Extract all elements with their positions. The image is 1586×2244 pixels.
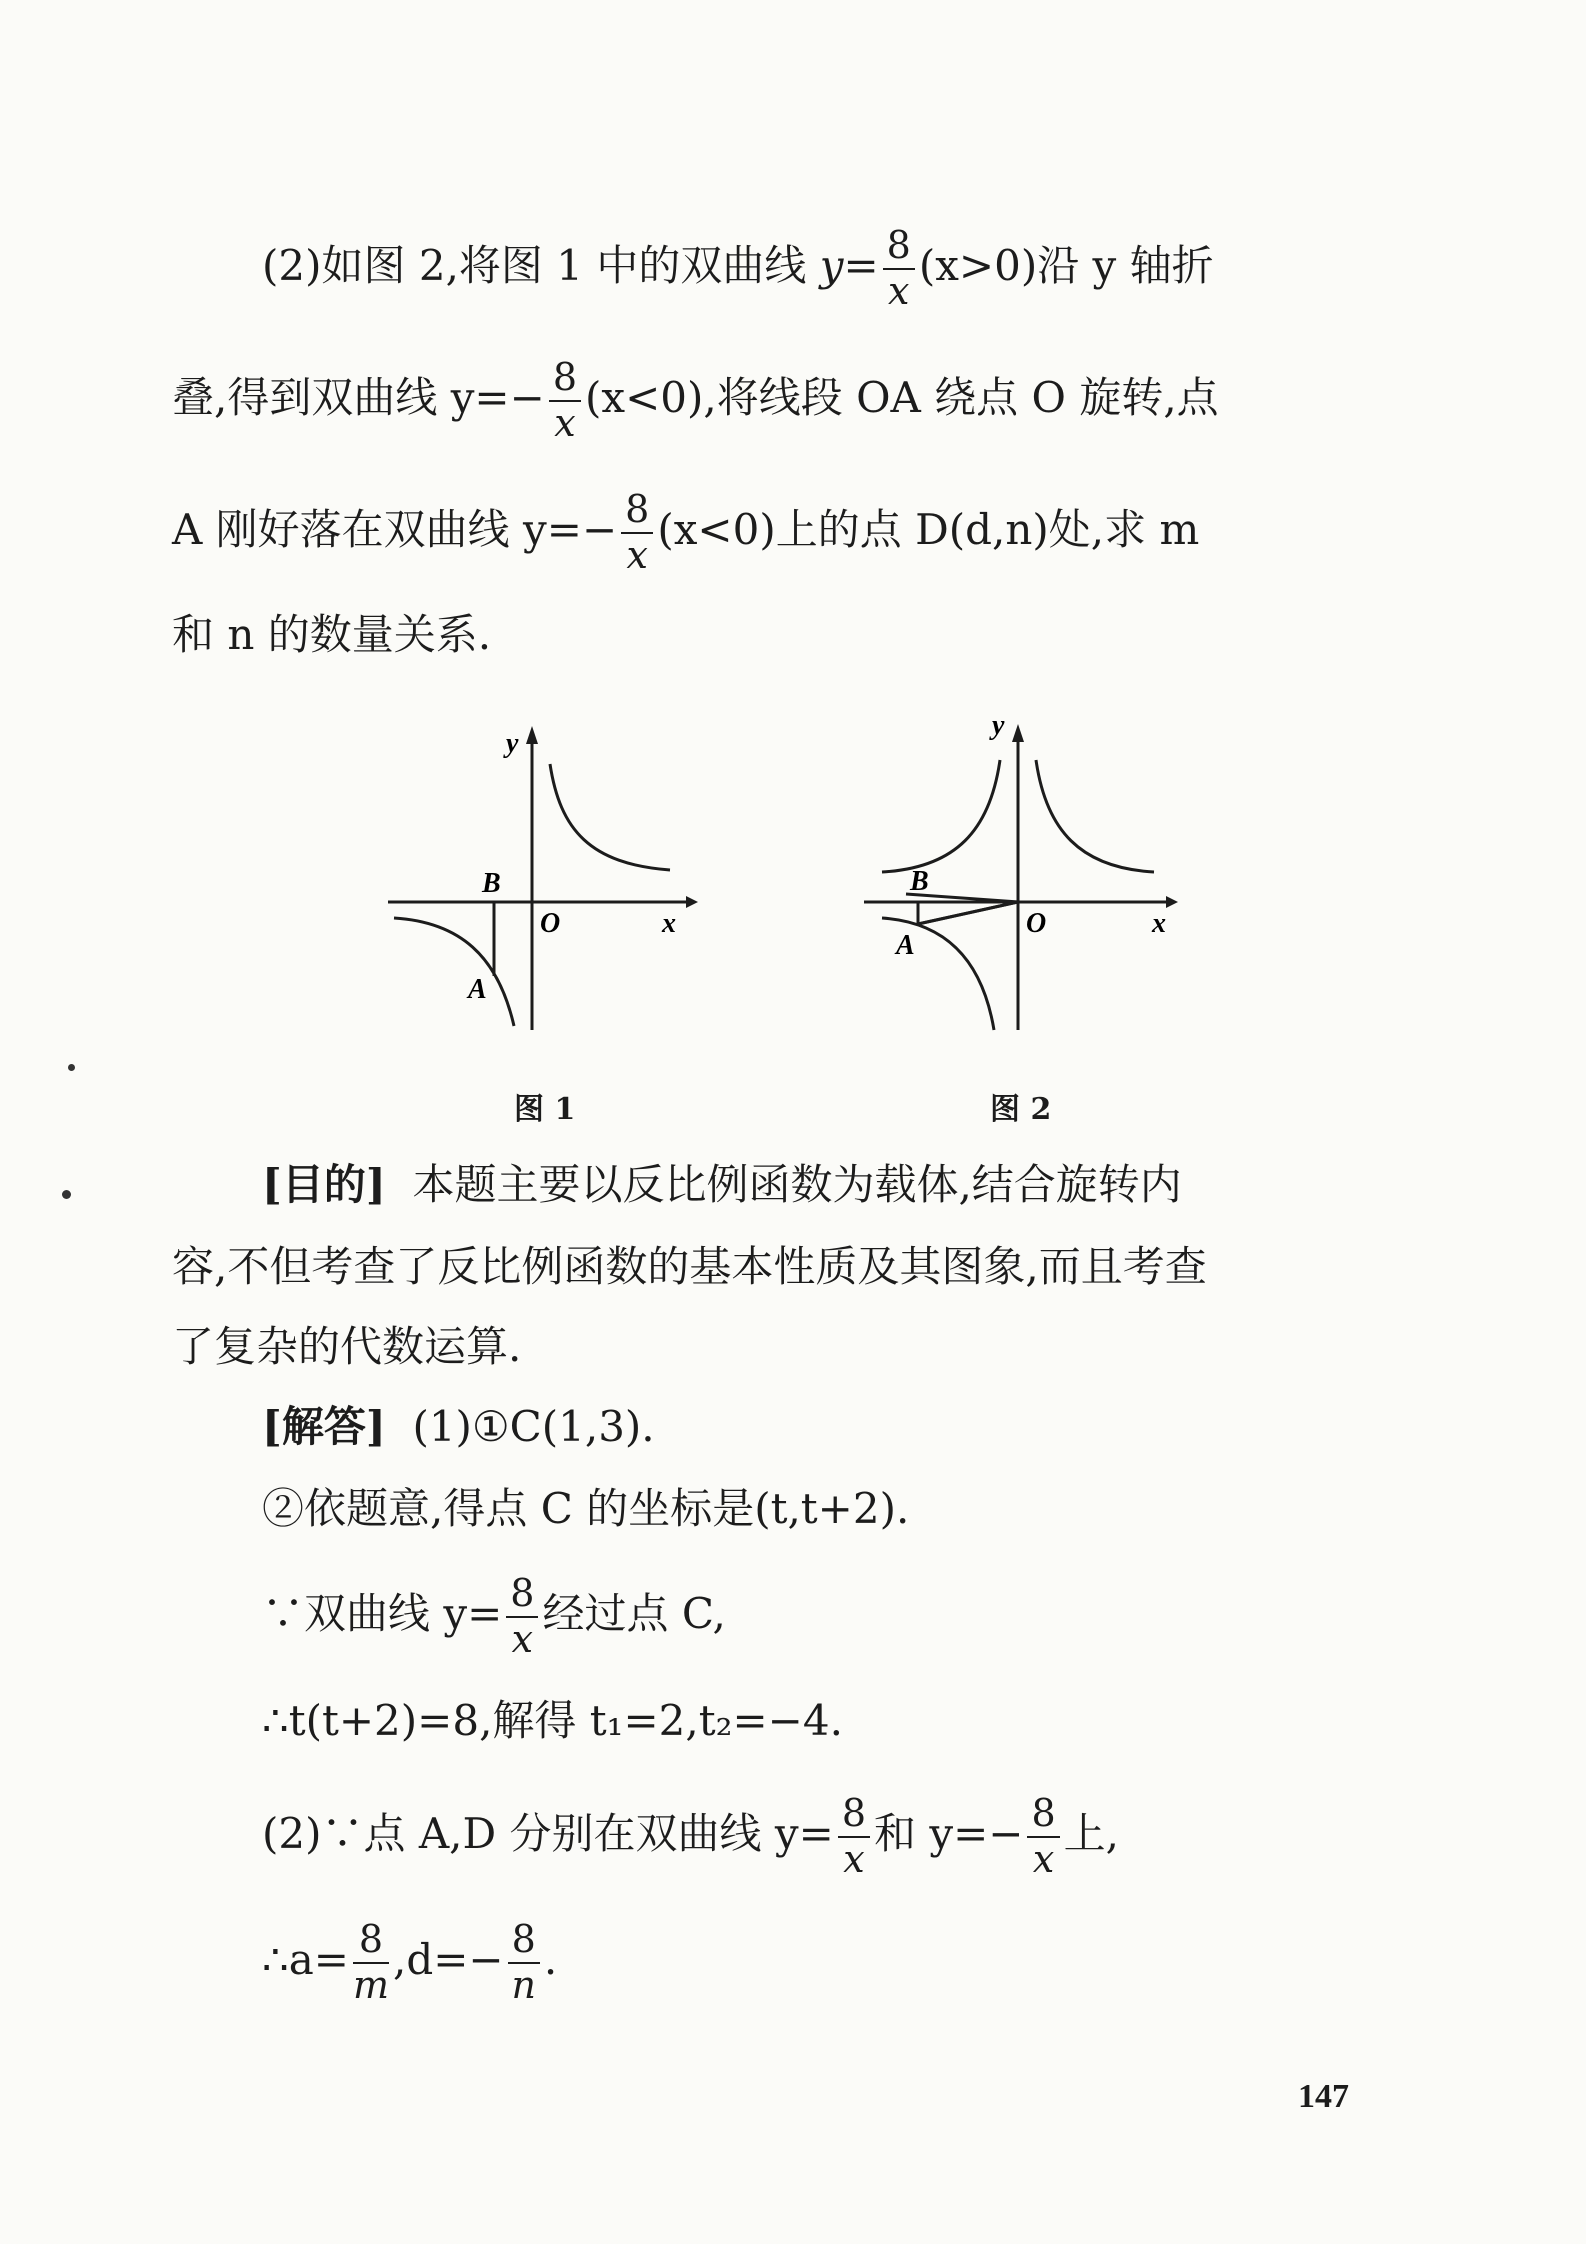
fraction: $\frac{8}{x}$ xyxy=(883,226,915,312)
margin-dot xyxy=(68,1064,75,1071)
purpose-line-2: 容,不但考查了反比例函数的基本性质及其图象,而且考查 xyxy=(172,1242,1207,1291)
segment-OA xyxy=(918,902,1018,924)
solution-tag: [解答] xyxy=(262,1402,386,1451)
solution-line-2: ②依题意,得点 C 的坐标是(t,t+2). xyxy=(262,1484,910,1533)
purpose-line-1: [目的] 本题主要以反比例函数为载体,结合旋转内 xyxy=(262,1160,1182,1209)
label-A: A xyxy=(468,974,487,1005)
problem-line-1: (2)如图 2,将图 1 中的双曲线 y= $\frac{8}{x}$ (x>0)沿 y 轴折 xyxy=(262,223,1214,313)
solution-line-1: [解答] (1)①C(1,3). xyxy=(262,1402,655,1451)
fraction: $\frac{8}{x}$ xyxy=(506,1574,538,1660)
page-number: 147 xyxy=(1298,2078,1349,2115)
figure-1 xyxy=(380,720,700,1040)
hyperbola-branch-q1 xyxy=(550,764,670,870)
problem-line-2: 叠,得到双曲线 y=− $\frac{8}{x}$ (x<0),将线段 OA 绕点 O 旋转,点 xyxy=(172,355,1219,445)
x-axis-arrow xyxy=(686,896,698,908)
figure-1-caption: 图 1 xyxy=(514,1092,576,1127)
hyperbola-branch-q3 xyxy=(394,918,514,1026)
x-axis-arrow xyxy=(1166,896,1178,908)
fraction: $\frac{8}{x}$ xyxy=(621,490,653,576)
fraction: $\frac{8}{x}$ xyxy=(1027,1794,1059,1880)
fraction: $\frac{8}{x}$ xyxy=(549,358,581,444)
label-x: x xyxy=(1152,908,1166,939)
fraction: $\frac{8}{x}$ xyxy=(838,1794,870,1880)
solution-line-4: ∴t(t+2)=8,解得 t₁=2,t₂=−4. xyxy=(262,1696,843,1745)
fraction: $\frac{8}{n}$ xyxy=(508,1920,540,2006)
hyperbola-branch-q1 xyxy=(1036,760,1154,872)
purpose-line-3: 了复杂的代数运算. xyxy=(172,1322,522,1371)
figure-2 xyxy=(856,712,1186,1042)
label-y: y xyxy=(992,712,1005,741)
label-A: A xyxy=(896,930,915,961)
y-axis-arrow xyxy=(526,726,538,744)
label-origin: O xyxy=(1026,908,1047,939)
figure-2-caption: 图 2 xyxy=(990,1092,1052,1127)
solution-line-3: ∵双曲线 y= $\frac{8}{x}$ 经过点 C, xyxy=(262,1571,726,1661)
fraction: $\frac{8}{m}$ xyxy=(352,1917,389,2007)
margin-dot xyxy=(62,1190,71,1199)
hyperbola-branch-q2 xyxy=(882,760,1000,872)
problem-line-3: A 刚好落在双曲线 y=− $\frac{8}{x}$ (x<0)上的点 D(d,n)处,求 m xyxy=(172,487,1200,577)
purpose-tag: [目的] xyxy=(262,1160,386,1209)
solution-line-6: ∴a= $\frac{8}{m}$ ,d=− $\frac{8}{n}$ . xyxy=(262,1917,558,2007)
problem-line-4: 和 n 的数量关系. xyxy=(172,610,492,659)
label-origin: O xyxy=(540,908,561,939)
label-x: x xyxy=(662,908,676,939)
label-y: y xyxy=(506,728,519,759)
y-axis-arrow xyxy=(1012,724,1024,742)
label-B: B xyxy=(482,868,501,899)
solution-line-5: (2)∵点 A,D 分别在双曲线 y= $\frac{8}{x}$ 和 y=− $\frac{8}{x}$ 上, xyxy=(262,1791,1120,1881)
label-B: B xyxy=(910,866,929,897)
